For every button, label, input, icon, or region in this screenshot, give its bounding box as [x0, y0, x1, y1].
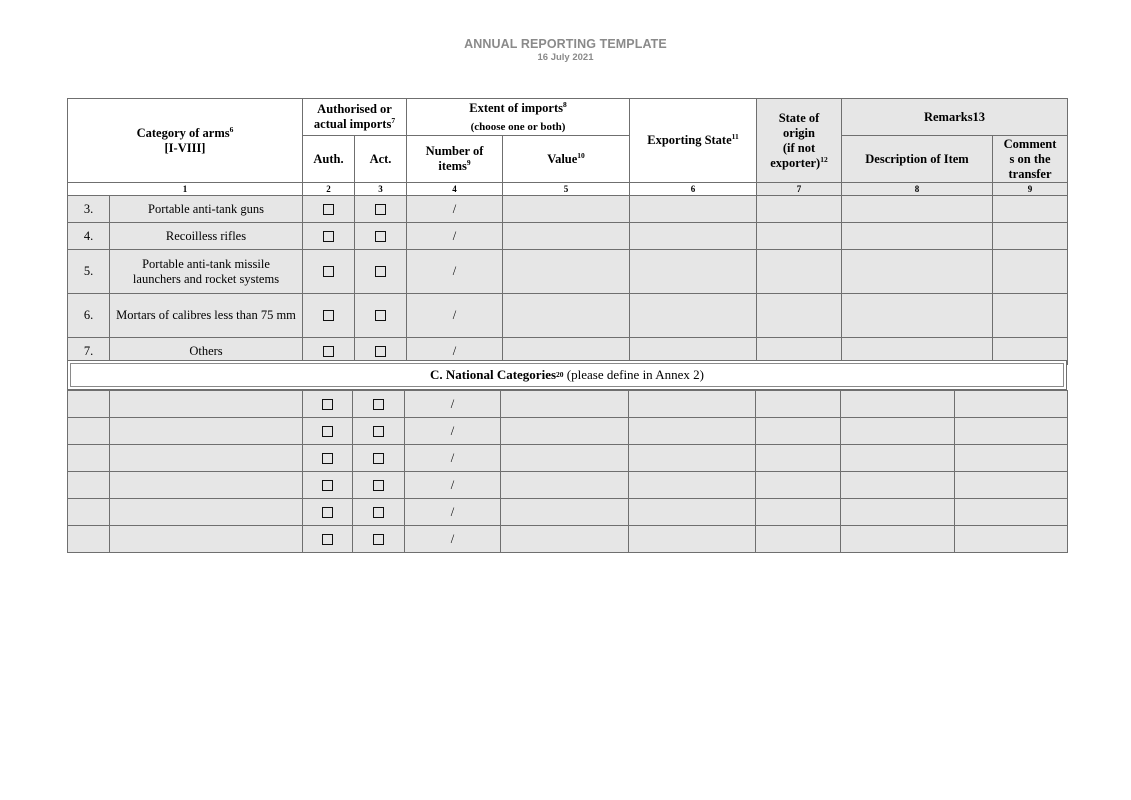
- column-number: 4: [407, 183, 503, 196]
- state-of-origin-field[interactable]: [757, 250, 842, 294]
- auth-cell: [303, 250, 355, 294]
- act-checkbox[interactable]: [375, 266, 386, 277]
- category-name: Portable anti-tank guns: [110, 196, 303, 223]
- column-number-row: [68, 183, 1068, 196]
- exporting-state-field[interactable]: [629, 445, 756, 472]
- auth-checkbox[interactable]: [323, 266, 334, 277]
- comments-field[interactable]: [993, 196, 1068, 223]
- number-of-items-field[interactable]: /: [407, 196, 503, 223]
- number-of-items-field[interactable]: /: [405, 526, 501, 553]
- number-of-items-field[interactable]: /: [405, 445, 501, 472]
- auth-cell: [303, 391, 353, 418]
- comments-field[interactable]: [955, 499, 1068, 526]
- state-of-origin-field[interactable]: [756, 472, 841, 499]
- auth-cell: [303, 472, 353, 499]
- row-number-field[interactable]: [68, 445, 110, 472]
- act-cell: [353, 526, 405, 553]
- row-number: 3.: [68, 196, 110, 223]
- row-number-field[interactable]: [68, 418, 110, 445]
- table-row: [68, 472, 1068, 499]
- column-number: 6: [630, 183, 757, 196]
- act-checkbox[interactable]: [373, 453, 384, 464]
- state-of-origin-field[interactable]: [756, 445, 841, 472]
- authorised-or-actual-header: Authorised or actual imports$^7$: [303, 99, 407, 136]
- comments-field[interactable]: [955, 445, 1068, 472]
- number-of-items-field[interactable]: /: [407, 294, 503, 338]
- table-row: [68, 526, 1068, 553]
- act-checkbox[interactable]: [373, 399, 384, 410]
- description-field[interactable]: [841, 526, 955, 553]
- document-title: ANNUAL REPORTING TEMPLATE: [464, 37, 667, 51]
- act-checkbox[interactable]: [375, 310, 386, 321]
- act-header: Act.: [355, 136, 407, 183]
- state-of-origin-field[interactable]: [757, 294, 842, 338]
- exporting-state-header: Exporting State$^{11}$: [630, 99, 757, 183]
- auth-cell: [303, 445, 353, 472]
- description-field[interactable]: [841, 472, 955, 499]
- state-of-origin-field[interactable]: [756, 418, 841, 445]
- description-field[interactable]: [841, 445, 955, 472]
- arms-import-table: [67, 98, 1068, 365]
- value-field[interactable]: [501, 499, 629, 526]
- value-field[interactable]: [501, 391, 629, 418]
- value-field[interactable]: [501, 472, 629, 499]
- act-cell: [353, 445, 405, 472]
- act-checkbox[interactable]: [375, 204, 386, 215]
- national-categories-table: [67, 390, 1068, 553]
- comments-field[interactable]: [993, 294, 1068, 338]
- table-row: [68, 391, 1068, 418]
- column-number: 2: [303, 183, 355, 196]
- description-field[interactable]: [842, 223, 993, 250]
- act-cell: [355, 223, 407, 250]
- row-number-field[interactable]: [68, 526, 110, 553]
- value-field[interactable]: [501, 445, 629, 472]
- number-of-items-field[interactable]: /: [405, 499, 501, 526]
- column-number: 3: [355, 183, 407, 196]
- auth-cell: [303, 294, 355, 338]
- table-row: [68, 445, 1068, 472]
- exporting-state-field[interactable]: [630, 223, 757, 250]
- act-cell: [353, 499, 405, 526]
- description-field[interactable]: [842, 250, 993, 294]
- act-checkbox[interactable]: [373, 507, 384, 518]
- number-of-items-field[interactable]: /: [405, 391, 501, 418]
- category-name: Recoilless rifles: [110, 223, 303, 250]
- row-number-field[interactable]: [68, 499, 110, 526]
- number-of-items-field[interactable]: /: [405, 472, 501, 499]
- auth-checkbox[interactable]: [322, 399, 333, 410]
- description-field[interactable]: [842, 294, 993, 338]
- auth-checkbox[interactable]: [322, 426, 333, 437]
- act-cell: [353, 418, 405, 445]
- table-row: [68, 418, 1068, 445]
- number-of-items-field[interactable]: /: [407, 223, 503, 250]
- act-checkbox[interactable]: [373, 426, 384, 437]
- description-field[interactable]: [841, 391, 955, 418]
- table-row: [68, 223, 1068, 250]
- state-of-origin-field[interactable]: [756, 391, 841, 418]
- comments-field[interactable]: [993, 250, 1068, 294]
- exporting-state-field[interactable]: [629, 526, 756, 553]
- value-field[interactable]: [503, 223, 630, 250]
- act-cell: [355, 294, 407, 338]
- category-name-field[interactable]: [110, 391, 303, 418]
- category-name-field[interactable]: [110, 445, 303, 472]
- remarks-header: Remarks13: [842, 99, 1068, 136]
- state-of-origin-field[interactable]: [756, 526, 841, 553]
- number-of-items-field[interactable]: /: [407, 338, 503, 365]
- category-name: Portable anti-tank missile launchers and rocket systems: [110, 250, 303, 294]
- number-of-items-field[interactable]: /: [405, 418, 501, 445]
- table-row: [68, 196, 1068, 223]
- auth-checkbox[interactable]: [323, 204, 334, 215]
- column-number: 8: [842, 183, 993, 196]
- auth-header: Auth.: [303, 136, 355, 183]
- auth-cell: [303, 499, 353, 526]
- act-checkbox[interactable]: [375, 346, 386, 357]
- category-name-field[interactable]: [110, 499, 303, 526]
- row-number: 7.: [68, 338, 110, 365]
- comments-field[interactable]: [993, 223, 1068, 250]
- description-field[interactable]: [841, 499, 955, 526]
- column-number: 5: [503, 183, 630, 196]
- auth-checkbox[interactable]: [322, 534, 333, 545]
- value-header: Value$^{10}$: [503, 136, 630, 183]
- row-number: 5.: [68, 250, 110, 294]
- auth-checkbox[interactable]: [323, 310, 334, 321]
- row-number: 4.: [68, 223, 110, 250]
- table-row: [68, 294, 1068, 338]
- state-of-origin-header: State of origin (if not exporter)$^{12}$: [757, 99, 842, 183]
- auth-cell: [303, 418, 353, 445]
- category-name-field[interactable]: [110, 472, 303, 499]
- auth-cell: [303, 223, 355, 250]
- category-name-field[interactable]: [110, 418, 303, 445]
- act-cell: [355, 196, 407, 223]
- exporting-state-field[interactable]: [630, 250, 757, 294]
- auth-checkbox[interactable]: [322, 507, 333, 518]
- category-name: Mortars of calibres less than 75 mm: [110, 294, 303, 338]
- number-of-items-header: Number of items$^9$: [407, 136, 503, 183]
- exporting-state-field[interactable]: [630, 294, 757, 338]
- national-categories-section: [67, 360, 1067, 390]
- column-number: 1: [68, 183, 303, 196]
- auth-cell: [303, 526, 353, 553]
- table-row: [68, 250, 1068, 294]
- description-of-item-header: Description of Item: [842, 136, 993, 183]
- row-number-field[interactable]: [68, 472, 110, 499]
- column-number: 9: [993, 183, 1068, 196]
- auth-checkbox[interactable]: [323, 346, 334, 357]
- act-checkbox[interactable]: [375, 231, 386, 242]
- document-date: 16 July 2021: [537, 52, 594, 63]
- auth-checkbox[interactable]: [323, 231, 334, 242]
- exporting-state-field[interactable]: [630, 196, 757, 223]
- row-number: 6.: [68, 294, 110, 338]
- exporting-state-field[interactable]: [629, 418, 756, 445]
- number-of-items-field[interactable]: /: [407, 250, 503, 294]
- value-field[interactable]: [503, 250, 630, 294]
- comments-field[interactable]: [955, 472, 1068, 499]
- value-field[interactable]: [501, 526, 629, 553]
- exporting-state-field[interactable]: [629, 391, 756, 418]
- act-checkbox[interactable]: [373, 480, 384, 491]
- act-checkbox[interactable]: [373, 534, 384, 545]
- comments-on-transfer-header: Comment s on the transfer: [993, 136, 1068, 183]
- category-name-field[interactable]: [110, 526, 303, 553]
- value-field[interactable]: [501, 418, 629, 445]
- exporting-state-field[interactable]: [629, 499, 756, 526]
- state-of-origin-field[interactable]: [756, 499, 841, 526]
- national-categories-label: C. National Categories 20 (please define in Annex 2): [70, 363, 1064, 387]
- value-field[interactable]: [503, 196, 630, 223]
- column-number: 7: [757, 183, 842, 196]
- state-of-origin-field[interactable]: [757, 196, 842, 223]
- comments-field[interactable]: [955, 418, 1068, 445]
- table-row: [68, 499, 1068, 526]
- act-cell: [355, 250, 407, 294]
- description-field[interactable]: [842, 196, 993, 223]
- comments-field[interactable]: [955, 526, 1068, 553]
- auth-checkbox[interactable]: [322, 453, 333, 464]
- extent-of-imports-header: Extent of imports$^8$ (choose one or both): [407, 99, 630, 136]
- value-field[interactable]: [503, 294, 630, 338]
- act-cell: [353, 391, 405, 418]
- act-cell: [353, 472, 405, 499]
- state-of-origin-field[interactable]: [757, 223, 842, 250]
- category-name: Others: [110, 338, 303, 365]
- exporting-state-field[interactable]: [629, 472, 756, 499]
- row-number-field[interactable]: [68, 391, 110, 418]
- auth-checkbox[interactable]: [322, 480, 333, 491]
- comments-field[interactable]: [955, 391, 1068, 418]
- auth-cell: [303, 196, 355, 223]
- description-field[interactable]: [841, 418, 955, 445]
- category-of-arms-header: Category of arms$^6$ [I-VIII]: [68, 99, 303, 183]
